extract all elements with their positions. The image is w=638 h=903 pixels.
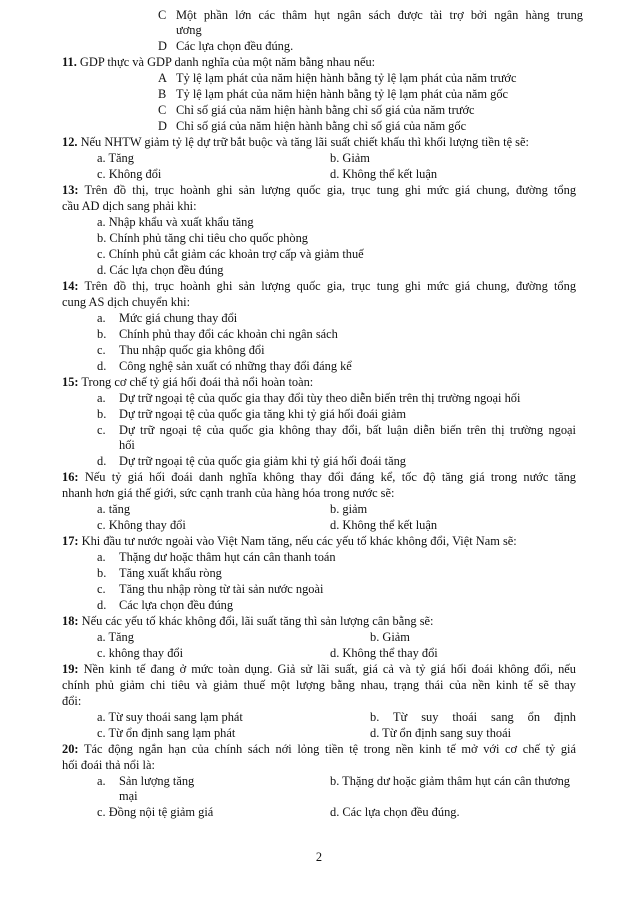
question-number: 13: (62, 183, 79, 197)
q10-c-label: C (158, 8, 167, 22)
question-number: 11. (62, 55, 77, 69)
q17-a-label: a. (97, 550, 106, 564)
question-13 (62, 183, 576, 198)
q14-option-b: Chính phủ thay đổi các khoản chi ngân sách (119, 327, 338, 341)
question-number: 20: (62, 742, 79, 756)
q20-text-cont: hối đoái thả nổi là: (62, 758, 155, 772)
q17-option-b: Tăng xuất khẩu ròng (119, 566, 222, 580)
q18-option-a: a. Tăng (97, 630, 134, 644)
question-text: Trên đồ thị, trục hoành ghi sản lượng quốc gia, trục tung ghi mức giá chung, đường tổng (84, 183, 577, 197)
question-number: 15: (62, 375, 79, 389)
q15-d-label: d. (97, 454, 107, 468)
q14-a-label: a. (97, 311, 106, 325)
q17-b-label: b. (97, 566, 107, 580)
q11-d-label: D (158, 119, 167, 133)
q18-option-c: c. không thay đổi (97, 646, 184, 660)
question-number: 12. (62, 135, 78, 149)
q19-text-cont-2: đổi: (62, 694, 82, 708)
q15-b-label: b. (97, 407, 107, 421)
q15-option-c: Dự trữ ngoại tệ của quốc gia không thay đổi, bất luận diễn biến trên thị trường ngoại (119, 423, 576, 437)
q16-option-b: b. giảm (330, 502, 368, 516)
q15-option-c-cont: hối (119, 438, 135, 452)
question-text: GDP thực và GDP danh nghĩa của một năm bằng nhau nếu: (79, 55, 376, 69)
q15-option-b: Dự trữ ngoại tệ của quốc gia tăng khi tỷ giá hối đoái giảm (119, 407, 406, 421)
q13-option-b: b. Chính phủ tăng chi tiêu cho quốc phòng (97, 231, 308, 245)
q14-c-label: c. (97, 343, 106, 357)
q17-c-label: c. (97, 582, 106, 596)
q16-option-a: a. tăng (97, 502, 131, 516)
q12-option-d: d. Không thể kết luận (330, 167, 438, 181)
question-text: Khi đầu tư nước ngoài vào Việt Nam tăng, nếu các yếu tố khác không đổi, Việt Nam sẽ: (81, 534, 517, 548)
q20-a-label: a. (97, 774, 106, 788)
q17-option-d: Các lựa chọn đều đúng (119, 598, 234, 612)
question-text: Nếu các yếu tố khác không đổi, lãi suất tăng thì sản lượng cân bằng sẽ: (81, 614, 434, 628)
question-text: Tác động ngắn hạn của chính sách nới lỏng tiền tệ trong nền kinh tế mở với cơ chế tỷ giá (83, 742, 576, 756)
question-12 (62, 135, 529, 150)
q13-text-cont: cầu AD dịch sang phải khi: (62, 199, 197, 213)
question-11 (62, 55, 375, 70)
question-number: 14: (62, 279, 79, 293)
q20-option-b: b. Thặng dư hoặc giảm thâm hụt cán cân thương (330, 774, 570, 788)
q11-b-label: B (158, 87, 167, 101)
q14-option-c: Thu nhập quốc gia không đổi (119, 343, 265, 357)
question-text: Trong cơ chế tỷ giá hối đoái thả nổi hoàn toàn: (81, 375, 314, 389)
question-17 (62, 534, 517, 549)
q20-option-c: c. Đồng nội tệ giảm giá (97, 805, 214, 819)
q19-option-a: a. Từ suy thoái sang lạm phát (97, 710, 243, 724)
q14-b-label: b. (97, 327, 107, 341)
question-number: 17: (62, 534, 79, 548)
q11-option-c: Chỉ số giá của năm hiện hành bằng chỉ số giá của năm trước (176, 103, 475, 117)
q11-option-d: Chỉ số giá của năm hiện hành bằng chỉ số giá của năm gốc (176, 119, 467, 133)
q11-a-label: A (158, 71, 167, 85)
question-18 (62, 614, 434, 629)
question-16 (62, 470, 576, 485)
q11-option-a: Tỷ lệ lạm phát của năm hiện hành bằng tỷ lệ lạm phát của năm trước (176, 71, 517, 85)
q11-c-label: C (158, 103, 167, 117)
q10-d-label: D (158, 39, 167, 53)
question-text: Nếu NHTW giảm tỷ lệ dự trữ bắt buộc và tăng lãi suất chiết khấu thì khối lượng tiền tệ sẽ: (80, 135, 529, 149)
q14-option-d: Công nghệ sản xuất có những thay đổi đáng kể (119, 359, 352, 373)
question-number: 19: (62, 662, 79, 676)
q15-option-d: Dự trữ ngoại tệ của quốc gia giảm khi tỷ giá hối đoái tăng (119, 454, 406, 468)
q13-option-c: c. Chính phủ cắt giảm các khoản trợ cấp và giảm thuế (97, 247, 364, 261)
q15-c-label: c. (97, 423, 106, 437)
q16-option-c: c. Không thay đổi (97, 518, 186, 532)
q13-option-d: d. Các lựa chọn đều đúng (97, 263, 224, 277)
q16-option-d: d. Không thể kết luận (330, 518, 438, 532)
q20-option-d: d. Các lựa chọn đều đúng. (330, 805, 460, 819)
q19-text-cont-1: chính phủ giảm chi tiêu và giảm thuế một lượng bằng nhau, trạng thái của nền kinh tế sẽ thay (62, 678, 576, 692)
q19-option-c: c. Từ ổn định sang lạm phát (97, 726, 236, 740)
q10-d-text: Các lựa chọn đều đúng. (176, 39, 294, 53)
q14-option-a: Mức giá chung thay đổi (119, 311, 238, 325)
q20-option-a: Sản lượng tăng (119, 774, 195, 788)
q19-option-b: b. Từ suy thoái sang ổn định (370, 710, 576, 724)
q10-c-text: Một phần lớn các thâm hụt ngân sách được tài trợ bởi ngân hàng trung (176, 8, 583, 22)
q19-option-d: d. Từ ổn định sang suy thoái (370, 726, 512, 740)
q14-d-label: d. (97, 359, 107, 373)
question-text: Trên đồ thị, trục hoành ghi sản lượng quốc gia, trục tung ghi mức giá chung, đường tổng (84, 279, 577, 293)
q14-text-cont: cung AS dịch chuyển khi: (62, 295, 191, 309)
question-20 (62, 742, 576, 757)
q12-option-c: c. Không đổi (97, 167, 162, 181)
question-19 (62, 662, 576, 677)
question-number: 16: (62, 470, 79, 484)
q12-option-a: a. Tăng (97, 151, 134, 165)
q20-option-a-cont: mại (119, 789, 138, 803)
q18-option-d: d. Không thể thay đổi (330, 646, 438, 660)
q17-option-a: Thặng dư hoặc thâm hụt cán cân thanh toán (119, 550, 336, 564)
q16-text-cont: nhanh hơn giá thế giới, sức cạnh tranh của hàng hóa trong nước sẽ: (62, 486, 395, 500)
q18-option-b: b. Giảm (370, 630, 410, 644)
question-number: 18: (62, 614, 79, 628)
q15-a-label: a. (97, 391, 106, 405)
q17-option-c: Tăng thu nhập ròng từ tài sản nước ngoài (119, 582, 324, 596)
q13-option-a: a. Nhập khẩu và xuất khẩu tăng (97, 215, 254, 229)
page-number: 2 (315, 850, 323, 864)
q17-d-label: d. (97, 598, 107, 612)
question-text: Nền kinh tế đang ở mức toàn dụng. Giả sử lãi suất, giá cả và tỷ giá hối đoái không đổi, nếu (83, 662, 576, 676)
q10-c-text-cont: ương (176, 23, 202, 37)
q11-option-b: Tỷ lệ lạm phát của năm hiện hành bằng tỷ lệ lạm phát của năm gốc (176, 87, 509, 101)
question-15 (62, 375, 313, 390)
q15-option-a: Dự trữ ngoại tệ của quốc gia thay đổi tùy theo diễn biến trên thị trường ngoại hối (119, 391, 521, 405)
question-14 (62, 279, 576, 294)
question-text: Nếu tỷ giá hối đoái danh nghĩa không thay đổi đáng kể, tốc độ tăng giá trong nước tăng (84, 470, 576, 484)
q12-option-b: b. Giảm (330, 151, 370, 165)
